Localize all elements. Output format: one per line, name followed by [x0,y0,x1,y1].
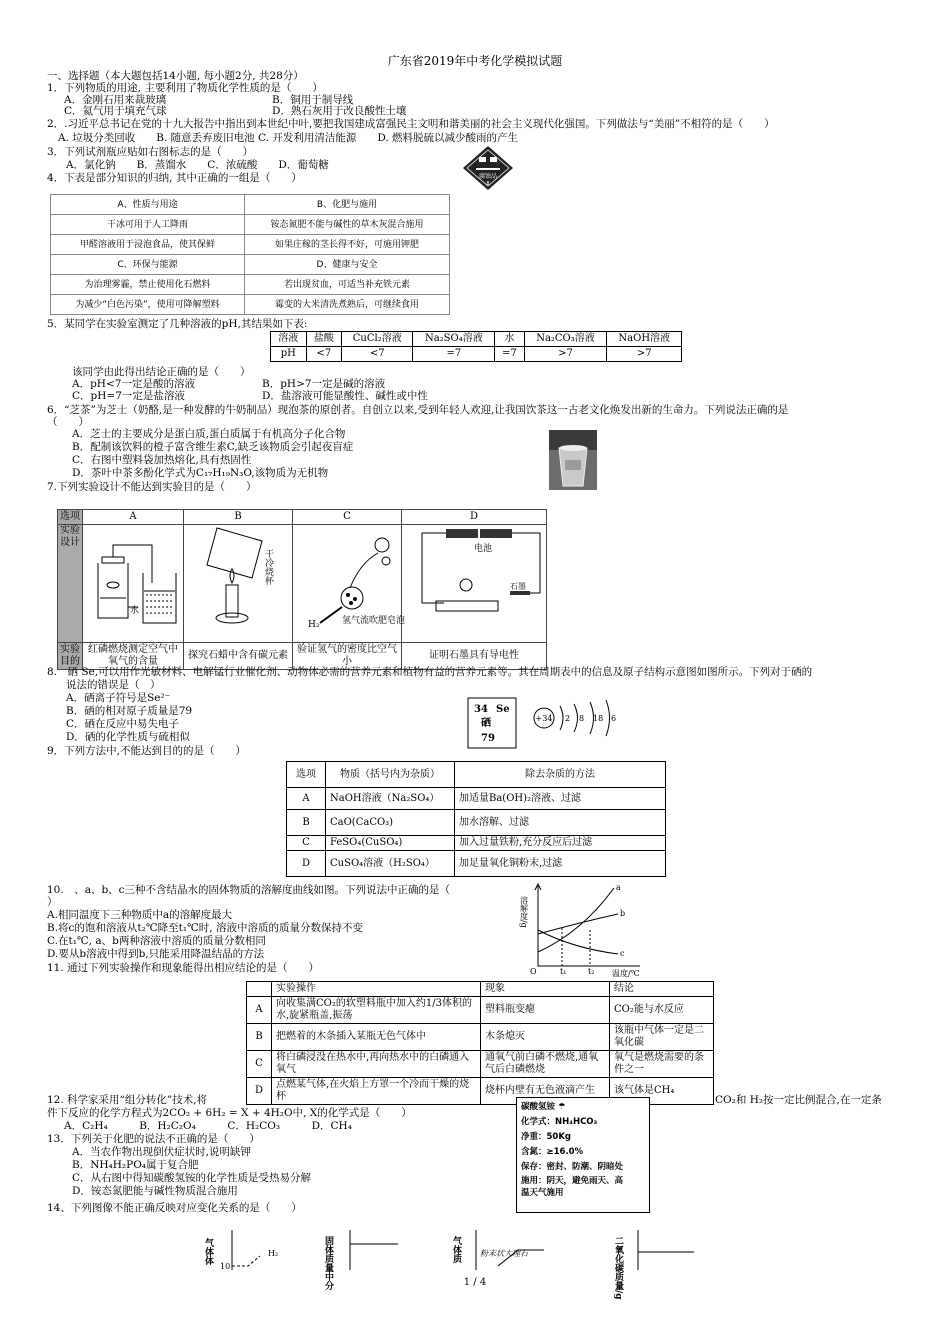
svg-text:溶解度/g: 溶解度/g [519,896,529,928]
svg-text:b: b [620,909,626,918]
q7-apparatus-a [88,523,184,639]
fertilizer-net: 净重：50Kg [521,1132,572,1142]
page-title: 广东省2019年中考化学模拟试题 [387,54,563,68]
svg-text:粉末状大理石: 粉末状大理石 [480,1249,528,1258]
q5-question: 该同学由此得出结论正确的是（ ） [72,366,251,378]
fertilizer-storage: 保存：密封、防潮、阴暗处 [521,1162,624,1172]
svg-text:79: 79 [481,733,495,744]
q13-option-a: A．当农作物出现倒伏症状时,说明缺钾 [72,1146,251,1158]
q5-stem: 5．某同学在实验室测定了几种溶液的pH,其结果如下表: [47,318,308,330]
svg-text:电池: 电池 [474,544,493,554]
q4-table: A、性质与用途 B、化肥与施用 干冰可用于人工降雨 铵态氮肥不能与碱性的草木灰混合施用 甲醛溶液用于浸泡食品，使其保鲜 如果庄稼的茎长得不好，可施用钾肥 C、环保与能源 D、健康与安全 为治理雾霾，禁止使用化石燃料 若出现贫血，可适当补充铁元素 为减少“白色污染”，使用可降解塑料 霉变的大米清洗煮熟后，可继续食用 [50,194,450,315]
q10-stem: 10. 、a、b、c三种不含结晶水的固体物质的溶解度曲线如图。下列说法中正确的是（ [47,884,451,896]
svg-text:干冷烧杯: 干冷烧杯 [263,549,273,585]
svg-text:二氧化碳质量/g: 二氧化碳质量/g [613,1236,623,1300]
q1-stem: 1．下列物质的用途, 主要利用了物质化学性质的是（ ） [47,82,323,94]
page-number: 1 / 4 [463,1277,487,1288]
corrosive-hazard-icon [462,145,514,191]
svg-text:34: 34 [474,704,488,715]
q7-table: 选项 A B C D 实验设计 实验目的 红磷燃烧测定空气中氧气的含量 探究石蜡中含有碳元素 验证氢气的密度比空气小 证明石墨具有导电性 [57,509,547,670]
umbrella-icon: ☂ [557,1102,566,1112]
q14-stem: 14、下列图像不能正确反映对应变化关系的是（ ） [47,1202,302,1214]
svg-text:10: 10 [220,1262,231,1271]
q3-stem: 3．下列试剂瓶应贴如右图标志的是（ ） [47,146,254,158]
svg-text:H₂: H₂ [268,1249,279,1258]
q13-stem: 13．下列关于化肥的说法不正确的是（ ） [47,1133,260,1145]
svg-text:石墨: 石墨 [510,582,526,591]
q7-apparatus-d [416,523,546,639]
q8-stem: 8. 硒 Se,可以用作光敏材料、电解锰行业催化剂、动物体必需的营养元素和植物有益的营养元素等。其在周期表中的信息及原子结构示意图如图所示。下列对于硒的 [47,666,813,678]
q10-option-b: B.将c的饱和溶液从t₂℃降至t₁℃时, 溶液中溶质的质量分数保持不变 [47,922,363,934]
q10-stem-tail: ） [47,896,58,908]
fertilizer-label [516,1097,650,1213]
q1-option-d: D．熟石灰用于改良酸性土壤 [272,105,407,117]
section-heading: 一、选择题（本大题包括14小题, 每小题2分, 共28分） [47,70,304,82]
q10-option-c: C.在t₁℃, a、b两种溶液中溶质的质量分数相同 [47,935,266,947]
svg-text:t₂: t₂ [588,967,595,976]
q9-stem: 9．下列方法中,不能达到目的的是（ ） [47,745,247,757]
svg-text:固体质量中分: 固体质量中分 [323,1236,333,1290]
q1-option-a: A．金刚石用来裁玻璃 [64,94,167,106]
q1-option-c: C．氦气用于填充气球 [64,105,167,117]
q7-apparatus-b [192,523,292,639]
svg-text:硒: 硒 [481,718,491,729]
q6-stem: 6．“芝茶”为芝士（奶酪,是一种发酵的牛奶制品）现泡茶的原创者。自创立以来,受到年轻人欢迎,让我国饮茶这一古老文化焕发出新的生命力。下列说法正确的是 [47,404,789,416]
q5-option-c: C．pH=7一定是盐溶液 [72,390,185,402]
q8-option-c: C．硒在反应中易失电子 [66,718,180,730]
svg-text:a: a [616,883,621,892]
svg-text:t₁: t₁ [560,967,567,976]
svg-text:温度/℃: 温度/℃ [612,969,640,978]
q3-options: A．氯化钠 B．蒸馏水 C．浓硫酸 D．葡萄糖 [66,159,329,171]
q2-options: A. 垃圾分类回收 B. 随意丢弃废旧电池 C. 开发利用清洁能源 D. 燃料脱硫以减少酸雨的产生 [58,132,519,144]
svg-text:H₂: H₂ [308,620,320,630]
svg-text:+34: +34 [535,714,553,723]
fertilizer-formula: 化学式：NH₄HCO₃ [521,1117,598,1127]
q6-option-a: A．芝士的主要成分是蛋白质,蛋白质属于有机高分子化合物 [72,428,346,440]
q6-option-d: D．茶叶中茶多酚化学式为C₁₇H₁₉N₃O,该物质为无机物 [72,467,329,479]
q5-option-b: B．pH>7一定是碱的溶液 [262,378,386,390]
q1-option-b: B．铜用于制导线 [272,94,354,106]
q13-option-c: C．从右图中得知碳酸氢铵的化学性质是受热易分解 [72,1172,312,1184]
q2-stem: 2．.习近平总书记在党的十九大报告中指出到本世纪中叶,要把我国建成富强民主文明和谐美丽的社会主义现代化强国。下列做法与“美丽”不相符的是（ ） [47,118,775,130]
q8-stem-tail: 说法的错误是（ ） [66,679,161,691]
q7-bubble-label: 氢气流吹肥皂泡 [342,616,406,626]
fertilizer-usage-2: 温天气施用 [521,1188,564,1198]
svg-text:18: 18 [593,714,604,723]
q9-table: 选项 物质（括号内为杂质） 除去杂质的方法 A NaOH溶液（Na₂SO₄） 加适量Ba(OH)₂溶液、过滤 B CaO(CaCO₃) 加水溶解、过滤 C FeSO₄(CuSO₄) 加入过量铁粉,充分反应后过滤 D CuSO₄溶液（H₂SO₄） 加足量氧化铜粉末,过滤 [286,761,666,877]
tea-cup-photo [549,430,597,490]
q10-option-a: A.相同温度下三种物质中a的溶解度最大 [47,909,233,921]
svg-text:8: 8 [486,181,490,187]
q12-stem-tail: 件下反应的化学方程式为2CO₂ + 6H₂ = X + 4H₂O中, X的化学式是（ ） [47,1107,412,1119]
svg-text:气体质: 气体质 [451,1236,461,1263]
q6-option-b: B．配制该饮料的橙子富含维生素C,缺乏该物质会引起夜盲症 [72,441,354,453]
svg-text:水: 水 [130,606,140,616]
q5-option-a: A．pH<7一定是酸的溶液 [72,378,195,390]
svg-text:6: 6 [611,714,617,723]
q7-stem: 7.下列实验设计不能达到实验目的是（ ） [47,481,257,493]
q7-apparatus-c [300,523,410,639]
q10-option-d: D.要从b溶液中得到b,只能采用降温结晶的方法 [47,948,265,960]
q6-stem-tail: （ ） [47,416,89,428]
q12-stem-right: CO₂和 H₂按一定比例混合,在一定条 [715,1094,882,1106]
q6-option-c: C．右图中塑料袋加热熔化,具有热固性 [72,454,252,466]
svg-text:O: O [530,967,537,976]
q13-option-b: B．NH₄H₂PO₄属于复合肥 [72,1159,199,1171]
svg-text:8: 8 [579,714,585,723]
q8-option-b: B．硒的相对原子质量是79 [66,705,193,717]
q5-option-d: D．盐溶液可能显酸性、碱性或中性 [262,390,428,402]
fertilizer-content: 含氮：≥16.0% [521,1147,584,1157]
svg-text:c: c [620,949,625,958]
selenium-figure [466,696,626,750]
svg-text:Se: Se [496,704,510,715]
q12-options: A．C₂H₄ B．H₂C₂O₄ C．H₂CO₃ D．CH₄ [64,1120,352,1132]
q4-stem: 4．下表是部分知识的归纳, 其中正确的一组是（ ） [47,172,302,184]
q11-table: 实验操作 现象 结论 A 向收集满CO₂的软塑料瓶中加入约1/3体积的水,旋紧瓶盖,振荡 塑料瓶变瘪 CO₂能与水反应 B 把燃着的木条插入某瓶无色气体中 木条熄灭 该瓶中气体一定是二氧化碳 C 将白磷浸没在热水中,再向热水中的白磷通入氧气 通氧气前白磷不燃烧,通氧气后白磷燃烧 氧气是燃烧需要的条件之一 D 点燃某气体,在火焰上方罩一个冷而干燥的烧杯 烧杯内壁有无色液滴产生 该气体是CH₄ [246,981,714,1105]
fertilizer-usage: 施用：阴天，避免雨天、高 [521,1176,624,1186]
q8-option-d: D．硒的化学性质与硫相似 [66,731,190,743]
hazard-label: 腐蚀品 [478,173,498,180]
fertilizer-name: 碳酸氢铵 [521,1102,556,1112]
q5-ph-table: 溶液 盐酸 CuCl₂溶液 Na₂SO₄溶液 水 Na₂CO₃溶液 NaOH溶液 pH <7 <7 =7 =7 >7 >7 [270,331,682,362]
q8-option-a: A．硒离子符号是Se²⁻ [66,692,171,704]
solubility-curve-figure [519,882,646,978]
svg-text:气体体: 气体体 [203,1238,213,1265]
q13-option-d: D．铵态氮肥能与碱性物质混合施用 [72,1185,238,1197]
q11-stem: 11. 通过下列实验操作和现象能得出相应结论的是（ ） [47,962,320,974]
q12-stem: 12. 科学家采用“组分转化”技术,将 [47,1094,208,1106]
svg-text:2: 2 [565,714,571,723]
